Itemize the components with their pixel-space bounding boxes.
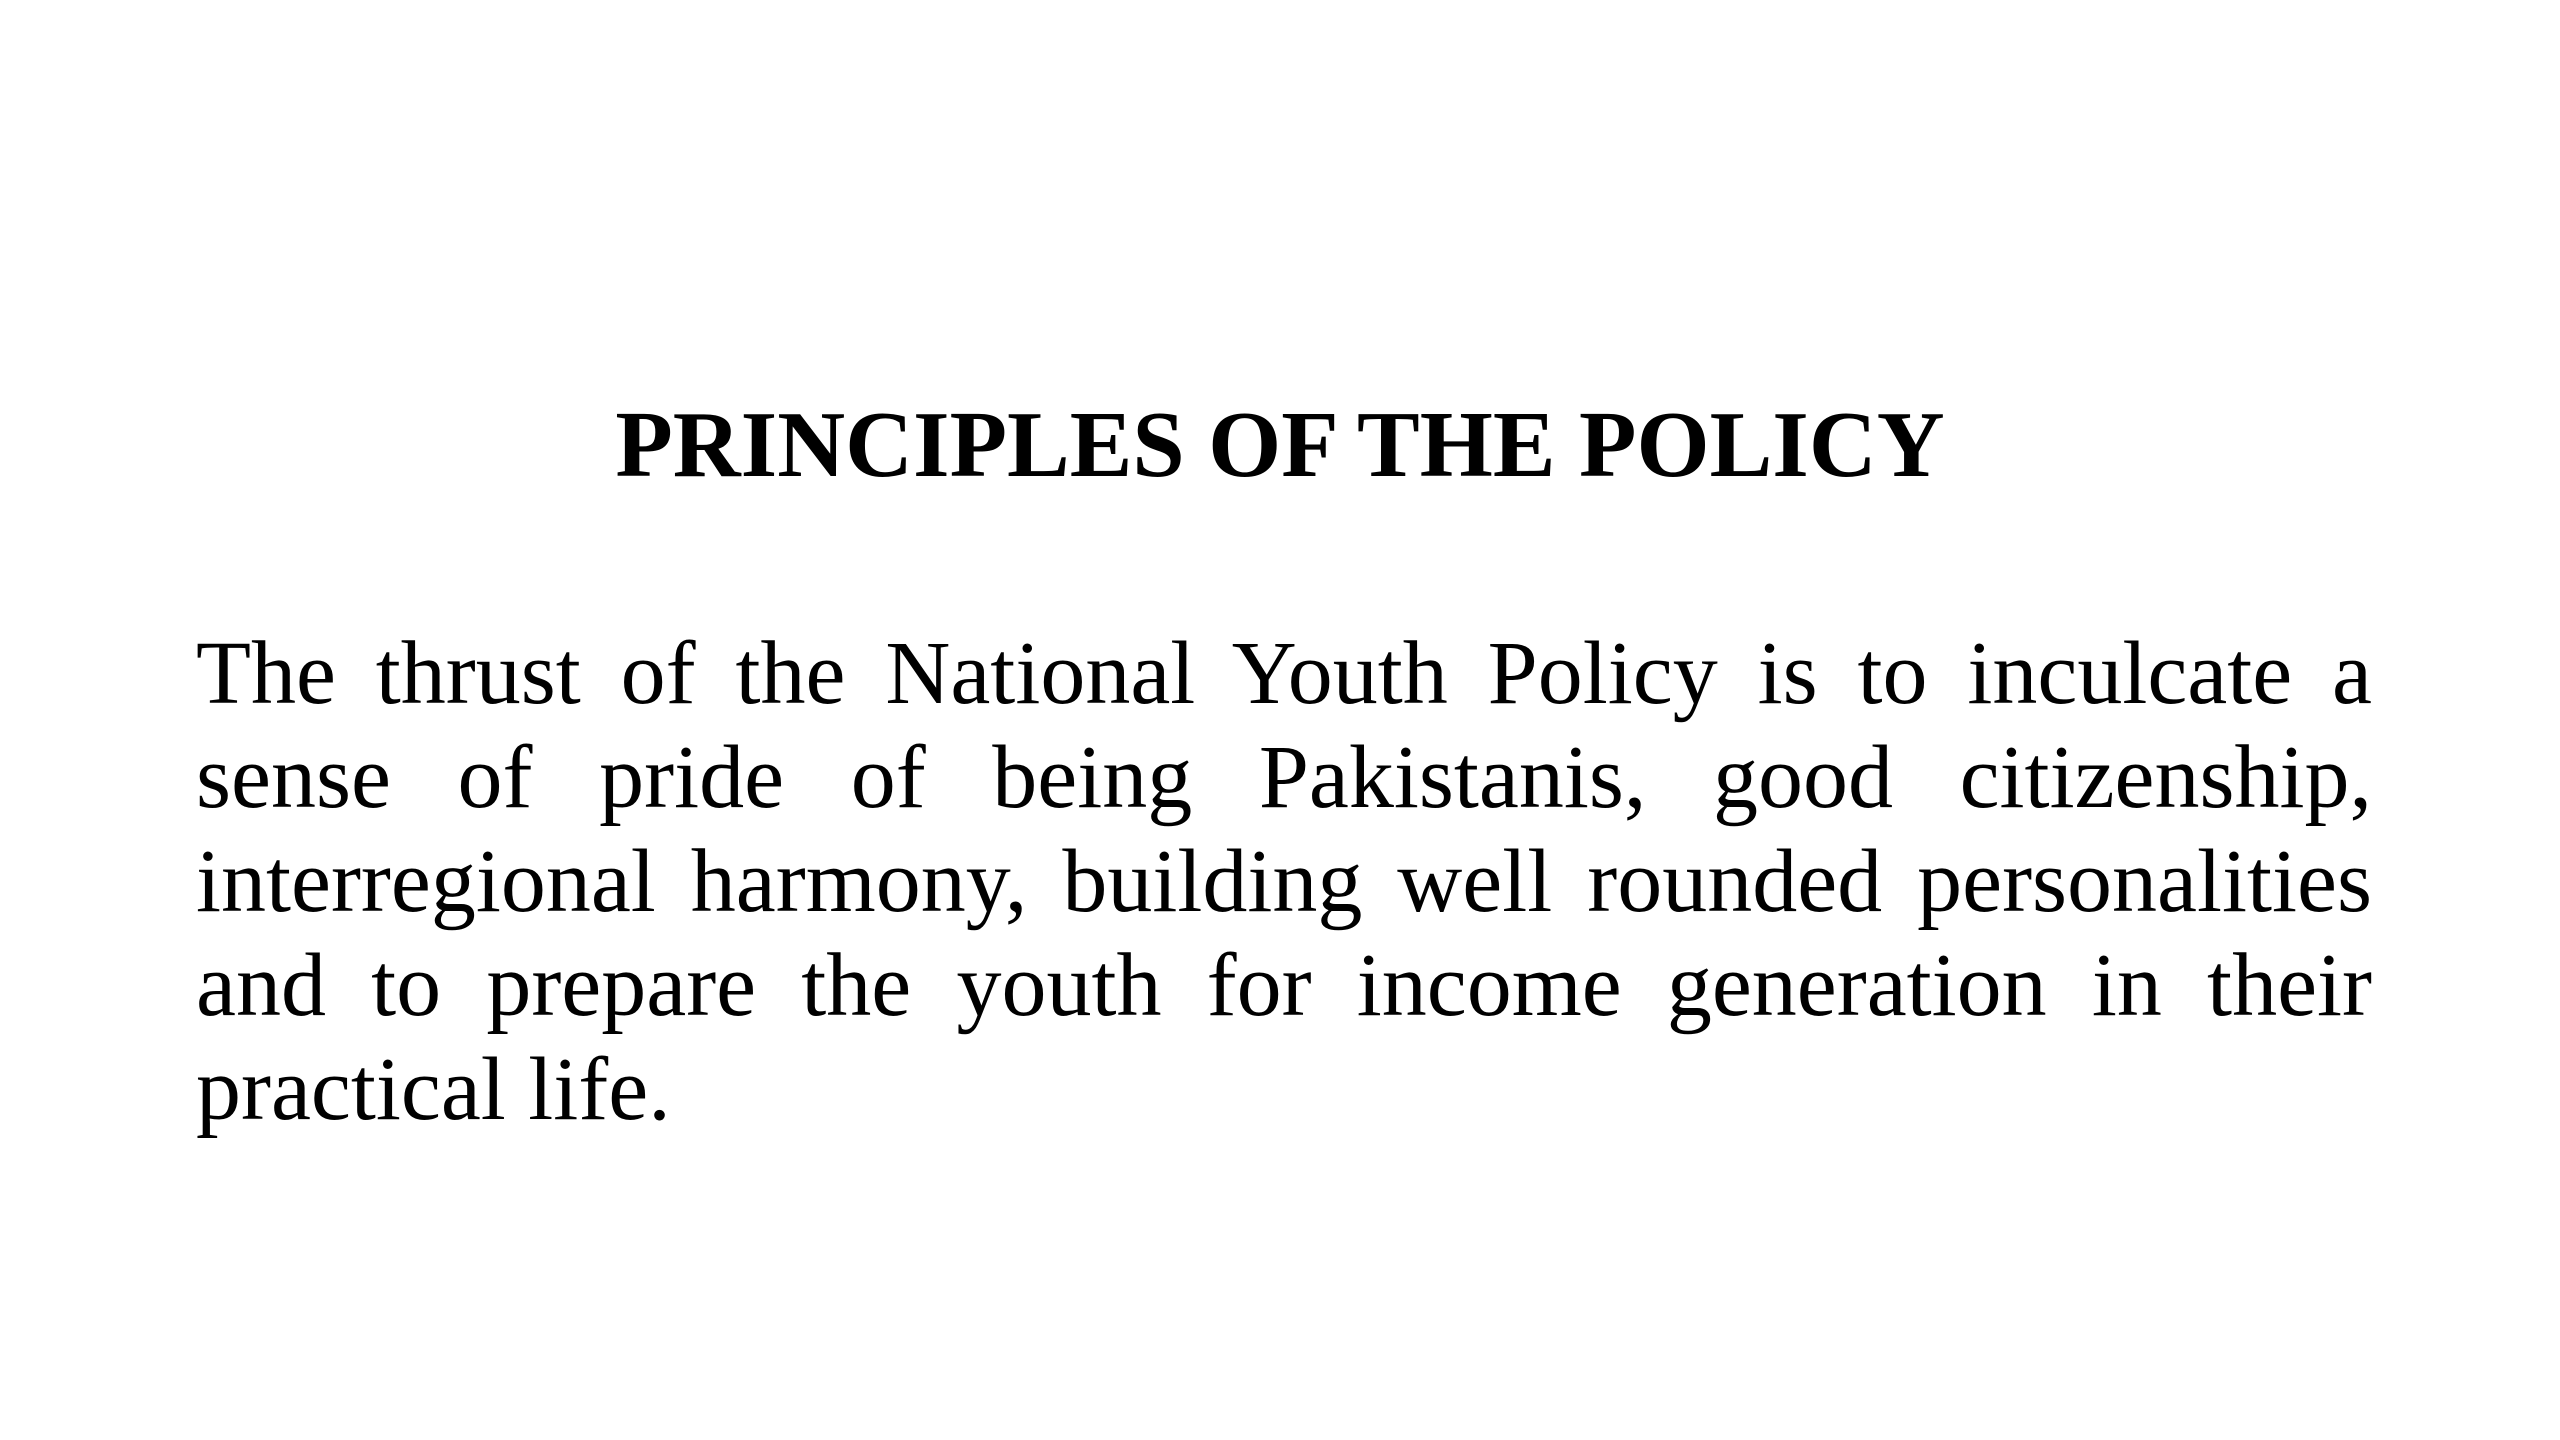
slide-title: PRINCIPLES OF THE POLICY <box>615 393 1945 497</box>
slide-body-text: The thrust of the National Youth Policy is to inculcate a sense of pride of being Pakistanis, good citizenship, interregional harmony, building well rounded personalities and to prepare the youth for income generation in their practical life. <box>196 624 2372 1139</box>
